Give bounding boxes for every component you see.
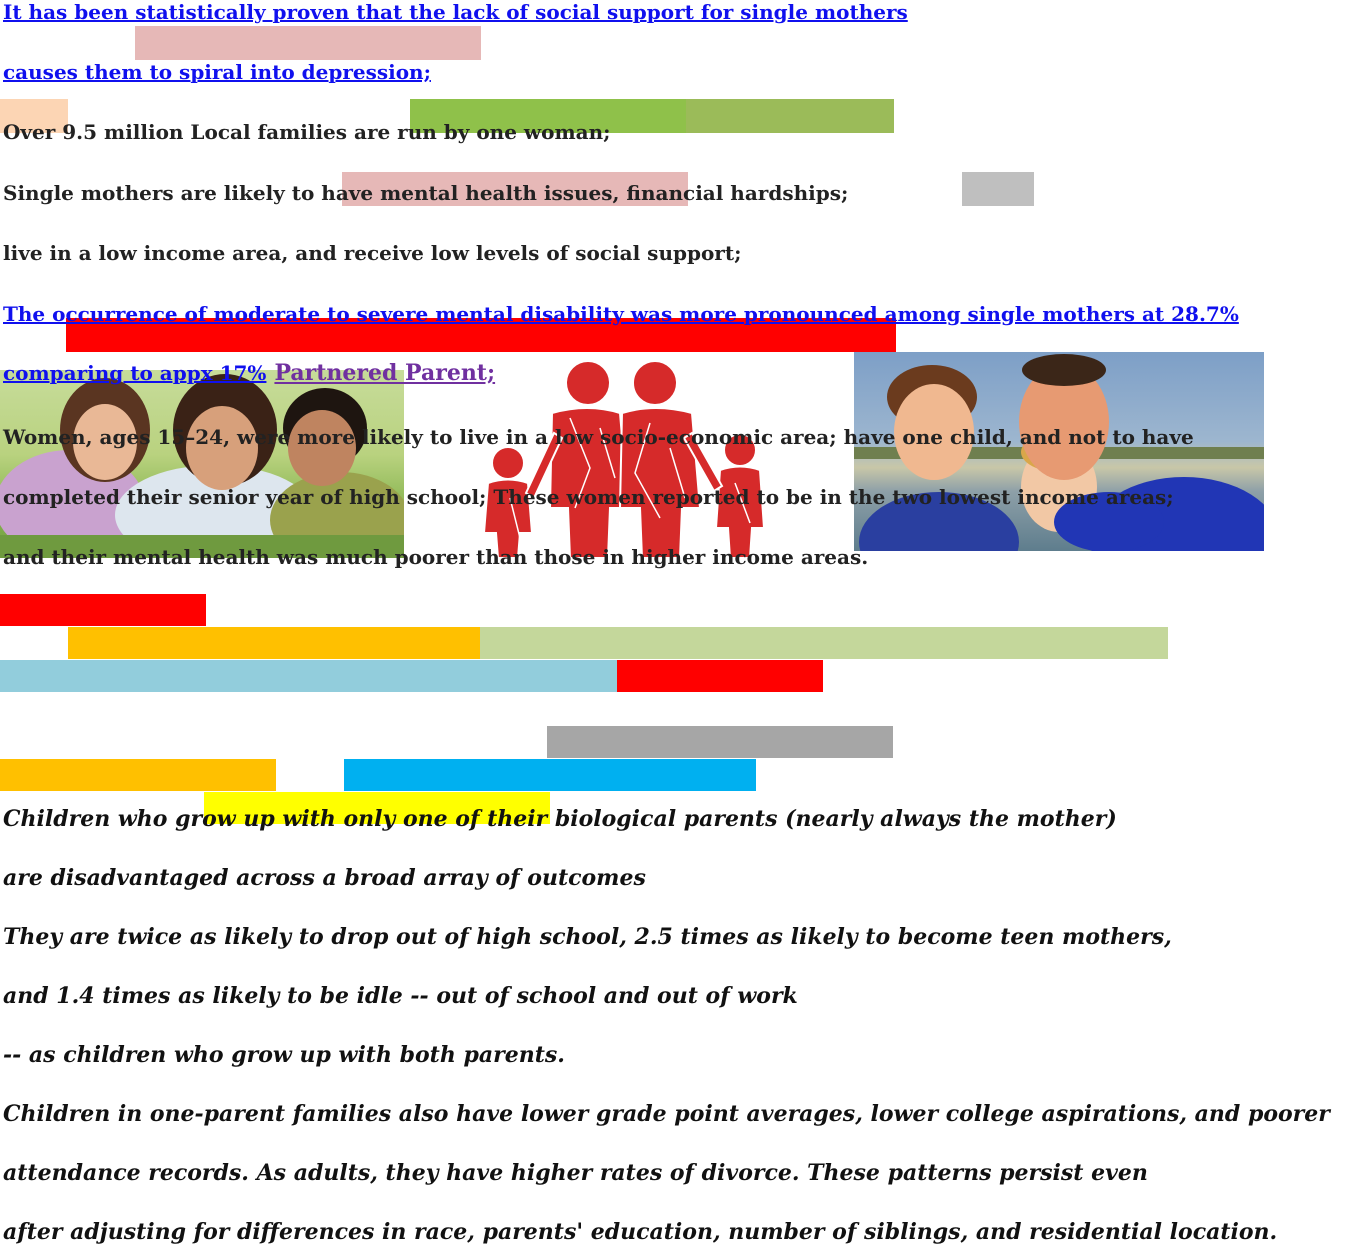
bottom-line-6: Children in one-parent families also have lower grade point averages, lower college aspirations, and poorer [3,1101,1330,1127]
text-line-8: Women, ages 15–24, were more likely to live in a low socio-economic area; have one child, and not to have [3,425,1194,449]
highlight-cyan [344,759,756,791]
bottom-line-3: They are twice as likely to drop out of high school, 2.5 times as likely to become teen mothers, [3,924,1172,950]
text-line-9: completed their senior year of high school; These women reported to be in the two lowest income areas; [3,485,1174,509]
bottom-line-5: -- as children who grow up with both parents. [3,1042,565,1068]
text-line-5: live in a low income area, and receive low levels of social support; [3,241,742,265]
text-line-3: Over 9.5 million Local families are run by one woman; [3,120,611,144]
text-line-6[interactable]: The occurrence of moderate to severe mental disability was more pronounced among single mothers at 28.7% [3,302,1239,326]
bottom-line-1: Children who grow up with only one of their biological parents (nearly always the mother) [3,806,1117,832]
text-line-10: and their mental health was much poorer than those in higher income areas. [3,545,869,569]
highlight-sage [480,627,1168,659]
highlight-pink [135,26,481,60]
highlight-blue-light [0,660,620,692]
text-line-7 [3,360,1366,386]
highlight-red-1 [0,594,206,626]
text-line-2[interactable]: causes them to spiral into depression; [3,60,431,84]
partnered-parent-link[interactable]: Partnered Parent; [274,360,496,386]
bottom-line-2: are disadvantaged across a broad array of outcomes [3,865,646,891]
text-line-1[interactable]: It has been statistically proven that the lack of social support for single mothers [3,0,908,24]
highlight-orange-2 [0,759,276,791]
bottom-line-4: and 1.4 times as likely to be idle -- out of school and out of work [3,983,798,1009]
broken-family-icon [470,358,780,560]
highlight-red-2 [617,660,823,692]
highlight-gray-dark [547,726,893,758]
mother-children-photo [0,370,404,558]
bottom-line-7: attendance records. As adults, they have higher rates of divorce. These patterns persist even [3,1160,1148,1186]
comparison-link[interactable]: comparing to appx 17% [3,361,267,385]
text-line-4: Single mothers are likely to have mental health issues, financial hardships; [3,181,849,205]
highlight-orange-1 [68,627,480,659]
bottom-line-8: after adjusting for differences in race, parents' education, number of siblings, and residential location. [3,1219,1278,1245]
